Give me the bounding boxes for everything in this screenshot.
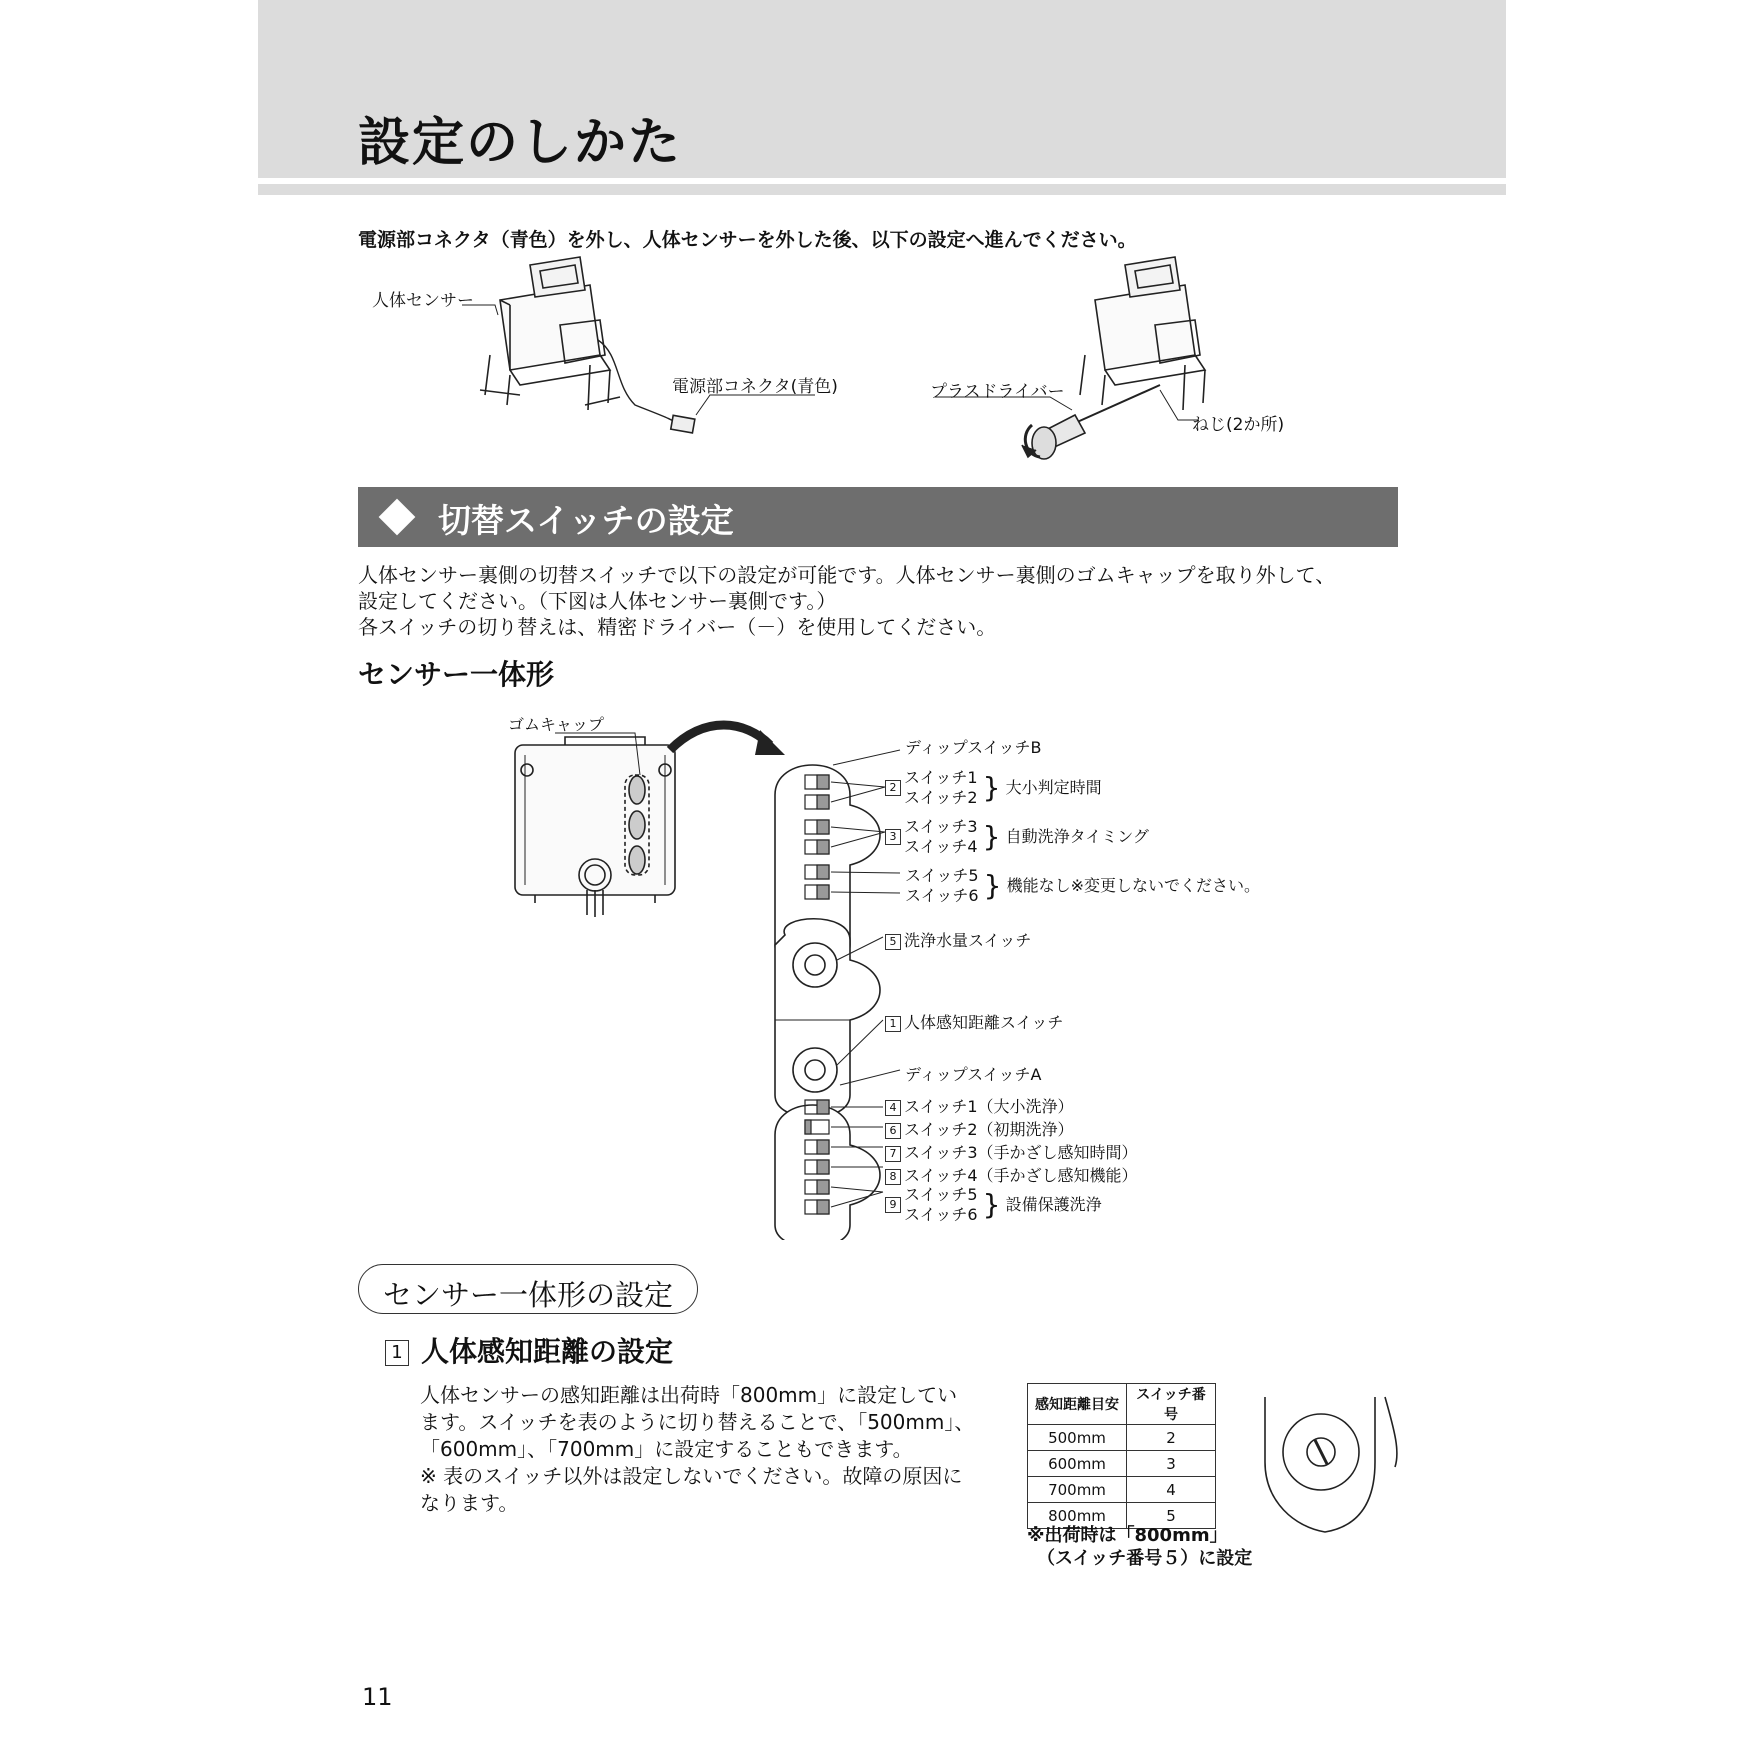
num-box: 1 [885, 1016, 901, 1032]
label-dip-switch-a: ディップスイッチA [905, 1065, 1042, 1084]
label-distance-switch [885, 1010, 1063, 1033]
intro-text: 電源部コネクタ（青色）を外し、人体センサーを外した後、以下の設定へ進んでください。 [358, 229, 1137, 251]
dip-a-row-2 [885, 1117, 1074, 1140]
num-box: 7 [885, 1146, 901, 1162]
diamond-icon [379, 499, 416, 536]
switch-desc: 自動洗浄タイミング [1005, 827, 1149, 846]
table-cell: 800mm [1028, 1503, 1127, 1529]
section-header [358, 487, 1398, 547]
label-human-sensor: 人体センサー [372, 291, 474, 311]
table-header-row [1028, 1384, 1216, 1425]
num-box: 3 [885, 829, 901, 845]
dip-b-row-1: 2 スイッチ1 スイッチ2 } 大小判定時間 [885, 768, 1102, 808]
num-box: 2 [885, 780, 901, 796]
table-cell: 4 [1127, 1477, 1216, 1503]
dip-b-row-2: 3 スイッチ3 スイッチ4 } 自動洗浄タイミング [885, 817, 1149, 857]
rotary-label: 人体感知距離スイッチ [904, 1013, 1064, 1032]
table-header: スイッチ番号 [1127, 1384, 1216, 1425]
switch-label: スイッチ2 [904, 788, 978, 807]
rotary-dial-illustration [1255, 1392, 1405, 1542]
label-power-connector: 電源部コネクタ(青色) [672, 377, 838, 397]
num-box: 8 [885, 1169, 901, 1185]
dip-a-row-3 [885, 1140, 1138, 1163]
table-cell: 2 [1127, 1425, 1216, 1451]
table-row [1028, 1451, 1216, 1477]
switch-label: スイッチ4 [904, 837, 978, 856]
switch-desc: 設備保護洗浄 [1005, 1195, 1102, 1214]
switch-label: スイッチ5 [904, 1185, 978, 1204]
num-box: 5 [885, 934, 901, 950]
removal-illustrations [360, 245, 1280, 470]
switch-desc: 大小判定時間 [1005, 778, 1102, 797]
heading-number: 1 [385, 1340, 409, 1366]
body-line: 各スイッチの切り替えは、精密ドライバー（－）を使用してください。 [358, 615, 997, 639]
distance-table [1027, 1383, 1216, 1529]
heading-text: 人体感知距離の設定 [421, 1335, 674, 1368]
table-row [1028, 1425, 1216, 1451]
switch-label: スイッチ6 [904, 1205, 978, 1224]
para-line: ます。スイッチを表のように切り替えることで、「500mm」、 [420, 1410, 975, 1434]
table-cell: 3 [1127, 1451, 1216, 1477]
table-cell: 500mm [1028, 1425, 1127, 1451]
section-body [358, 562, 1335, 640]
switch-label: スイッチ4（手かざし感知機能） [904, 1166, 1138, 1185]
setting-paragraph [420, 1382, 1020, 1517]
table-row [1028, 1477, 1216, 1503]
para-line: 人体センサーの感知距離は出荷時「800mm」に設定してい [420, 1383, 958, 1407]
label-wash-volume-switch [885, 928, 1031, 951]
note-line: ※出荷時は「800mm」 [1027, 1525, 1228, 1546]
body-line: 人体センサー裏側の切替スイッチで以下の設定が可能です。人体センサー裏側のゴムキャップを取り外して、 [358, 563, 1336, 587]
switch-label: スイッチ1（大小洗浄） [904, 1097, 1074, 1116]
subheading-sensor-integrated: センサー一体形 [358, 658, 555, 691]
dip-b-row-3: スイッチ5 スイッチ6 } 機能なし※変更しないでください。 [905, 866, 1260, 905]
table-cell: 700mm [1028, 1477, 1127, 1503]
para-line: 「600mm」、「700mm」に設定することもできます。 [420, 1437, 913, 1461]
para-line: なります。 [420, 1491, 519, 1515]
label-dip-switch-b: ディップスイッチB [905, 738, 1042, 757]
switch-desc: 機能なし※変更しないでください。 [1006, 876, 1260, 895]
para-line: ※ 表のスイッチ以外は設定しないでください。故障の原因に [420, 1464, 963, 1488]
section-title: 切替スイッチの設定 [438, 501, 734, 540]
setting-pill [358, 1264, 698, 1314]
body-line: 設定してください。（下図は人体センサー裏側です。） [358, 589, 837, 613]
pill-label: センサー一体形の設定 [383, 1278, 674, 1312]
switch-label: スイッチ2（初期洗浄） [904, 1120, 1074, 1139]
rotary-label: 洗浄水量スイッチ [904, 931, 1032, 950]
header-rule [258, 184, 1506, 195]
switch-label: スイッチ6 [905, 886, 979, 905]
label-rubber-cap: ゴムキャップ [508, 715, 605, 734]
num-box: 9 [885, 1197, 901, 1213]
setting-heading [385, 1330, 673, 1370]
switch-label: スイッチ1 [904, 768, 978, 787]
table-cell: 600mm [1028, 1451, 1127, 1477]
label-plus-driver: プラスドライバー [930, 382, 1065, 402]
dip-a-row-5: 9 スイッチ5 スイッチ6 } 設備保護洗浄 [885, 1185, 1102, 1225]
num-box: 4 [885, 1100, 901, 1116]
table-cell: 5 [1127, 1503, 1216, 1529]
dip-a-row-1 [885, 1094, 1074, 1117]
switch-label: スイッチ3 [904, 817, 978, 836]
switch-label: スイッチ5 [905, 866, 979, 885]
note-line: （スイッチ番号５）に設定 [1037, 1548, 1253, 1569]
factory-note [1027, 1524, 1252, 1570]
num-box: 6 [885, 1123, 901, 1139]
page-number: 11 [362, 1683, 393, 1711]
dip-a-row-4 [885, 1163, 1138, 1186]
label-screws: ねじ(2か所) [1192, 415, 1285, 435]
page-title: 設定のしかた [358, 113, 683, 173]
table-header: 感知距離目安 [1028, 1384, 1127, 1425]
switch-label: スイッチ3（手かざし感知時間） [904, 1143, 1138, 1162]
